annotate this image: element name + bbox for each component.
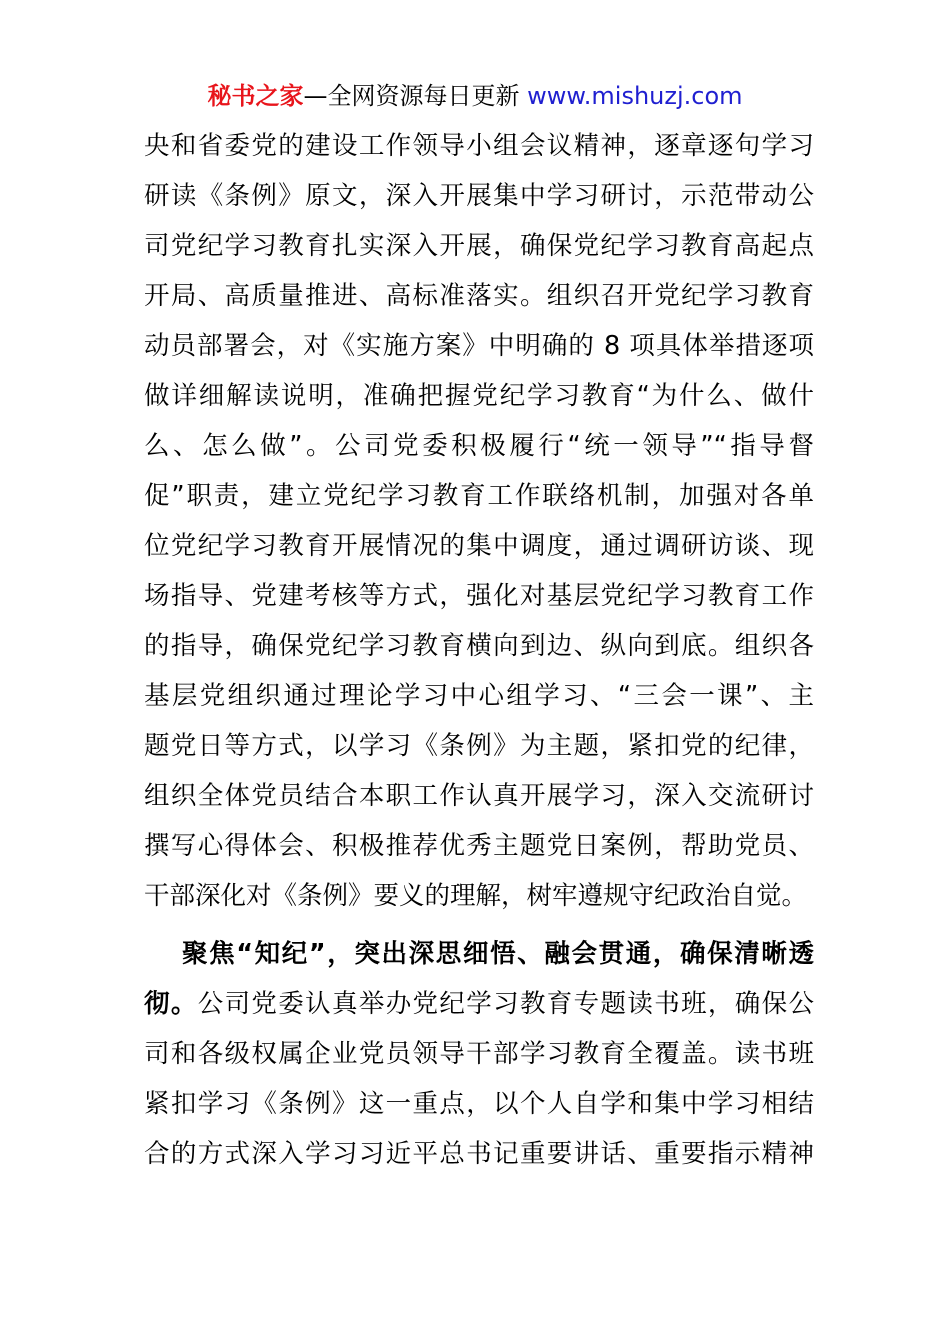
text-line [144,979,814,1029]
text-line-rest: 公司党委认真举办党纪学习教育专题读书班，确保公 [197,989,814,1019]
text-line: 司和各级权属企业党员领导干部学习教育全覆盖。读书班 [144,1039,814,1069]
brand-name: 秘书之家 [207,82,304,110]
text-line: 么、怎么做”。公司党委积极履行“统一领导”“指导督 [144,431,814,461]
text-line: 场指导、党建考核等方式，强化对基层党纪学习教育工作 [144,581,814,611]
section-heading: 聚焦“知纪”，突出深思细悟、融会贯通，确保清晰透 [182,939,814,969]
text-line: 撰写心得体会、积极推荐优秀主题党日案例，帮助党员、 [144,831,814,861]
text-line: 央和省委党的建设工作领导小组会议精神，逐章逐句学习 [144,131,814,161]
page-header [0,80,950,112]
text-line: 合的方式深入学习习近平总书记重要讲话、重要指示精神 [144,1139,814,1169]
text-line: 研读《条例》原文，深入开展集中学习研讨，示范带动公 [144,181,814,211]
text-line: 开局、高质量推进、高标准落实。组织召开党纪学习教育 [144,281,814,311]
text-line: 促”职责，建立党纪学习教育工作联络机制，加强对各单 [144,481,814,511]
section-heading-end: 彻。 [144,989,198,1019]
paragraph-2 [144,929,814,1179]
text-line: 基层党组织通过理论学习中心组学习、“三会一课”、主 [144,681,814,711]
text-line: 做详细解读说明，准确把握党纪学习教育“为什么、做什 [144,381,814,411]
website-url[interactable]: www.mishuzj.com [527,82,743,110]
text-line: 动员部署会，对《实施方案》中明确的 8 项具体举措逐项 [144,331,814,361]
paragraph-1 [144,121,814,921]
text-line: 题党日等方式，以学习《条例》为主题，紧扣党的纪律， [144,731,814,761]
text-line: 干部深化对《条例》要义的理解，树牢遵规守纪政治自觉。 [144,881,808,911]
text-line: 的指导，确保党纪学习教育横向到边、纵向到底。组织各 [144,631,814,661]
text-line: 位党纪学习教育开展情况的集中调度，通过调研访谈、现 [144,531,814,561]
text-line: 紧扣学习《条例》这一重点，以个人自学和集中学习相结 [144,1089,814,1119]
text-line: 组织全体党员结合本职工作认真开展学习，深入交流研讨 [144,781,814,811]
text-line: 司党纪学习教育扎实深入开展，确保党纪学习教育高起点 [144,231,814,261]
header-tagline: —全网资源每日更新 [303,82,528,110]
